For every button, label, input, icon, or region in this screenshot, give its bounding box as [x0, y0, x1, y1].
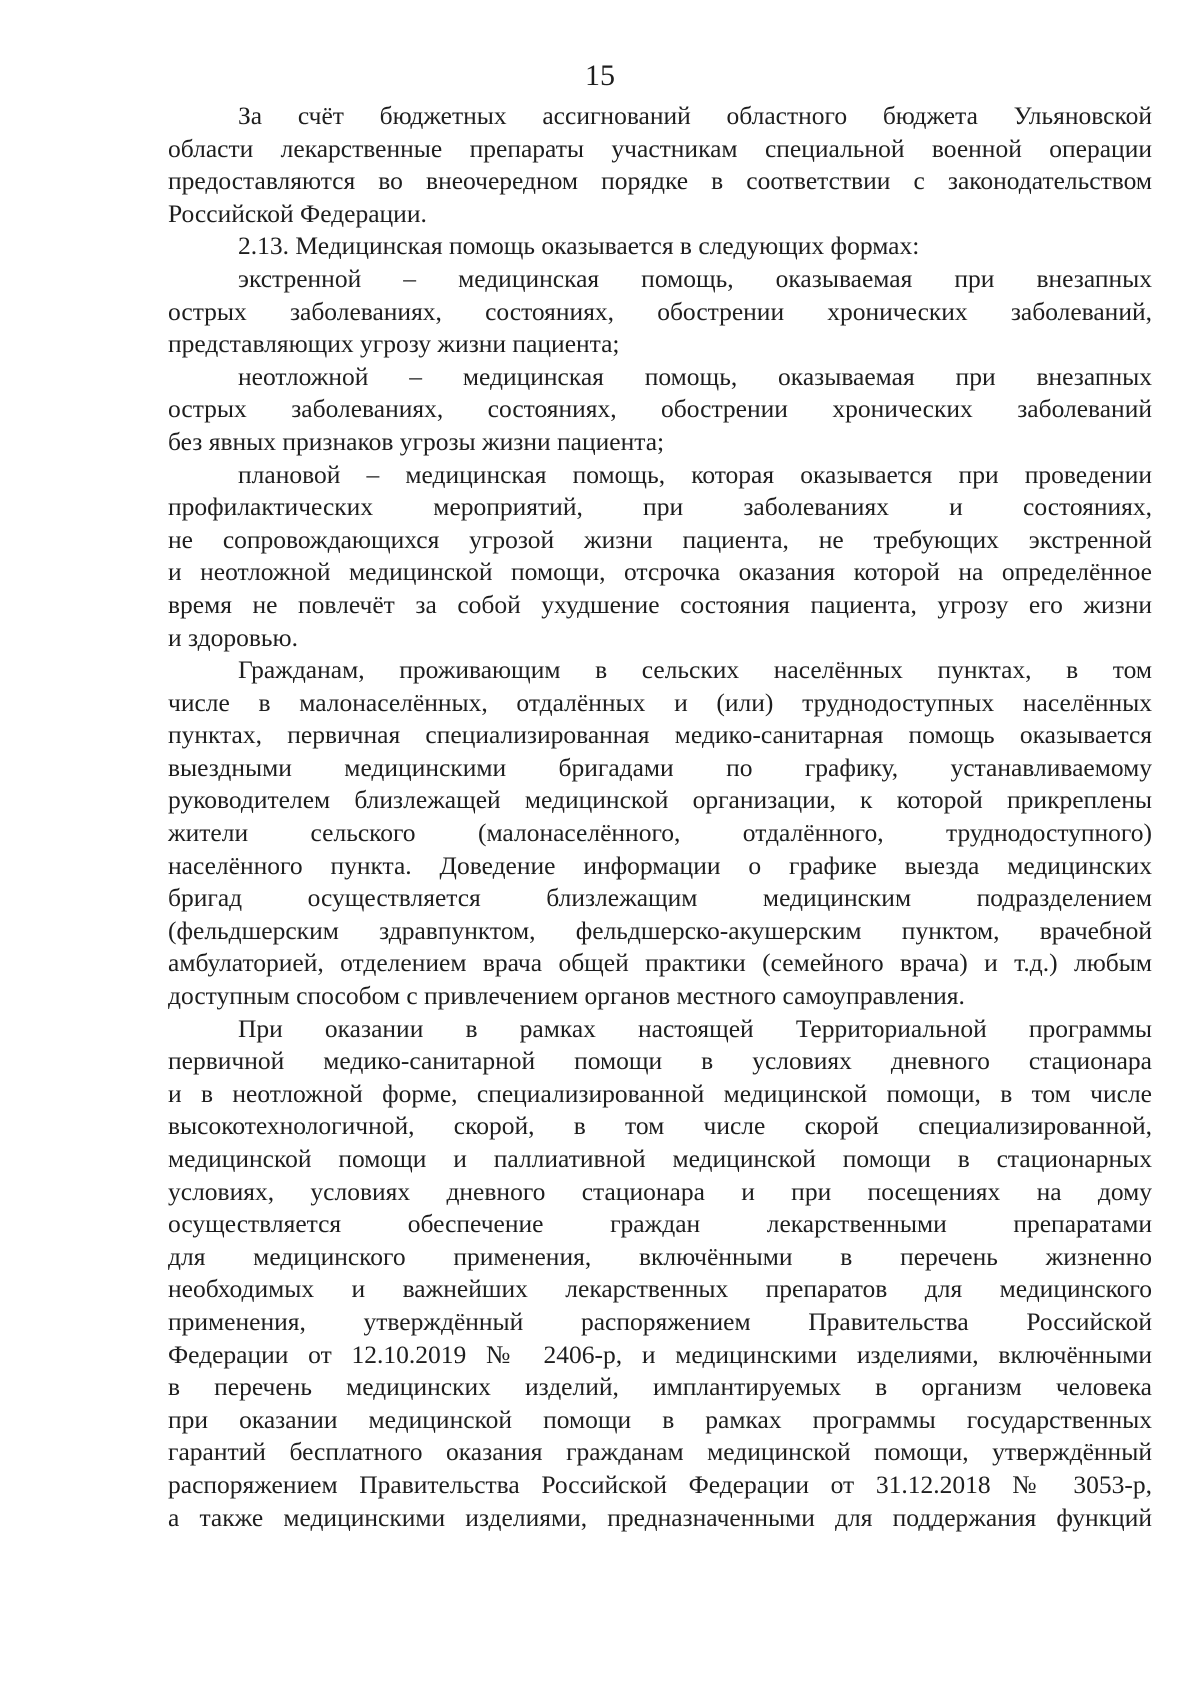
text-line: осуществляется обеспечение граждан лекарственными препаратами	[168, 1209, 1152, 1239]
text-line: без явных признаков угрозы жизни пациента;	[168, 426, 665, 456]
paragraph	[168, 361, 1152, 459]
paragraph	[168, 459, 1152, 655]
text-line: острых заболеваниях, состояниях, обострении хронических заболеваний	[168, 394, 1152, 424]
text-line: представляющих угрозу жизни пациента;	[168, 329, 620, 359]
text-line: первичной медико-санитарной помощи в условиях дневного стационара	[168, 1046, 1152, 1076]
text-line: высокотехнологичной, скорой, в том числе скорой специализированной,	[168, 1111, 1152, 1141]
text-line: профилактических мероприятий, при заболеваниях и состояниях,	[168, 492, 1152, 522]
text-line: Гражданам, проживающим в сельских населённых пунктах, в том	[238, 655, 1152, 685]
text-line: распоряжением Правительства Российской Федерации от 31.12.2018 № 3053-р,	[168, 1469, 1152, 1499]
text-line: условиях, условиях дневного стационара и при посещениях на дому	[168, 1176, 1152, 1206]
text-line: для медицинского применения, включёнными в перечень жизненно	[168, 1241, 1152, 1271]
document-body	[168, 100, 1152, 1534]
text-line: и в неотложной форме, специализированной медицинской помощи, в том числе	[168, 1078, 1152, 1108]
text-line: а также медицинскими изделиями, предназначенными для поддержания функций	[168, 1502, 1152, 1532]
paragraph	[168, 1013, 1152, 1535]
text-line: Федерации от 12.10.2019 № 2406-р, и медицинскими изделиями, включёнными	[168, 1339, 1152, 1369]
text-line: Российской Федерации.	[168, 198, 427, 228]
text-line: гарантий бесплатного оказания гражданам медицинской помощи, утверждённый	[168, 1437, 1152, 1467]
paragraph	[168, 230, 1152, 263]
text-line: в перечень медицинских изделий, имплантируемых в организм человека	[168, 1372, 1152, 1402]
text-line: время не повлечёт за собой ухудшение состояния пациента, угрозу его жизни	[168, 589, 1152, 619]
text-line: применения, утверждённый распоряжением Правительства Российской	[168, 1306, 1152, 1336]
text-line: числе в малонаселённых, отдалённых и (или) труднодоступных населённых	[168, 687, 1152, 717]
text-line: (фельдшерским здравпунктом, фельдшерско-акушерским пунктом, врачебной	[168, 915, 1152, 945]
text-line: выездными медицинскими бригадами по графику, устанавливаемому	[168, 752, 1152, 782]
text-line: При оказании в рамках настоящей Территориальной программы	[238, 1013, 1152, 1043]
text-line: жители сельского (малонаселённого, отдалённого, труднодоступного)	[168, 818, 1152, 848]
text-line: амбулаторией, отделением врача общей практики (семейного врача) и т.д.) любым	[168, 948, 1152, 978]
text-line: предоставляются во внеочередном порядке в соответствии с законодательством	[168, 166, 1152, 196]
text-line: экстренной – медицинская помощь, оказываемая при внезапных	[238, 263, 1152, 293]
text-line: руководителем близлежащей медицинской организации, к которой прикреплены	[168, 785, 1152, 815]
text-line: 2.13. Медицинская помощь оказывается в следующих формах:	[238, 231, 920, 261]
text-line: доступным способом с привлечением органов местного самоуправления.	[168, 981, 965, 1011]
paragraph	[168, 263, 1152, 361]
text-line: острых заболеваниях, состояниях, обострении хронических заболеваний,	[168, 296, 1152, 326]
text-line: пунктах, первичная специализированная медико-санитарная помощь оказывается	[168, 720, 1152, 750]
text-line: необходимых и важнейших лекарственных препаратов для медицинского	[168, 1274, 1152, 1304]
text-line: и неотложной медицинской помощи, отсрочка оказания которой на определённое	[168, 557, 1152, 587]
text-line: не сопровождающихся угрозой жизни пациента, не требующих экстренной	[168, 524, 1152, 554]
text-line: плановой – медицинская помощь, которая оказывается при проведении	[238, 459, 1152, 489]
text-line: За счёт бюджетных ассигнований областного бюджета Ульяновской	[238, 101, 1152, 130]
text-line: области лекарственные препараты участникам специальной военной операции	[168, 133, 1152, 163]
text-line: населённого пункта. Доведение информации о графике выезда медицинских	[168, 850, 1152, 880]
text-line: при оказании медицинской помощи в рамках программы государственных	[168, 1404, 1152, 1434]
page-number: 15	[585, 59, 615, 92]
text-line: неотложной – медицинская помощь, оказываемая при внезапных	[238, 361, 1152, 391]
paragraph	[168, 100, 1152, 230]
text-line: медицинской помощи и паллиативной медицинской помощи в стационарных	[168, 1144, 1152, 1173]
paragraph	[168, 654, 1152, 1013]
text-line: бригад осуществляется близлежащим медицинским подразделением	[168, 883, 1152, 913]
text-line: и здоровью.	[168, 622, 298, 652]
